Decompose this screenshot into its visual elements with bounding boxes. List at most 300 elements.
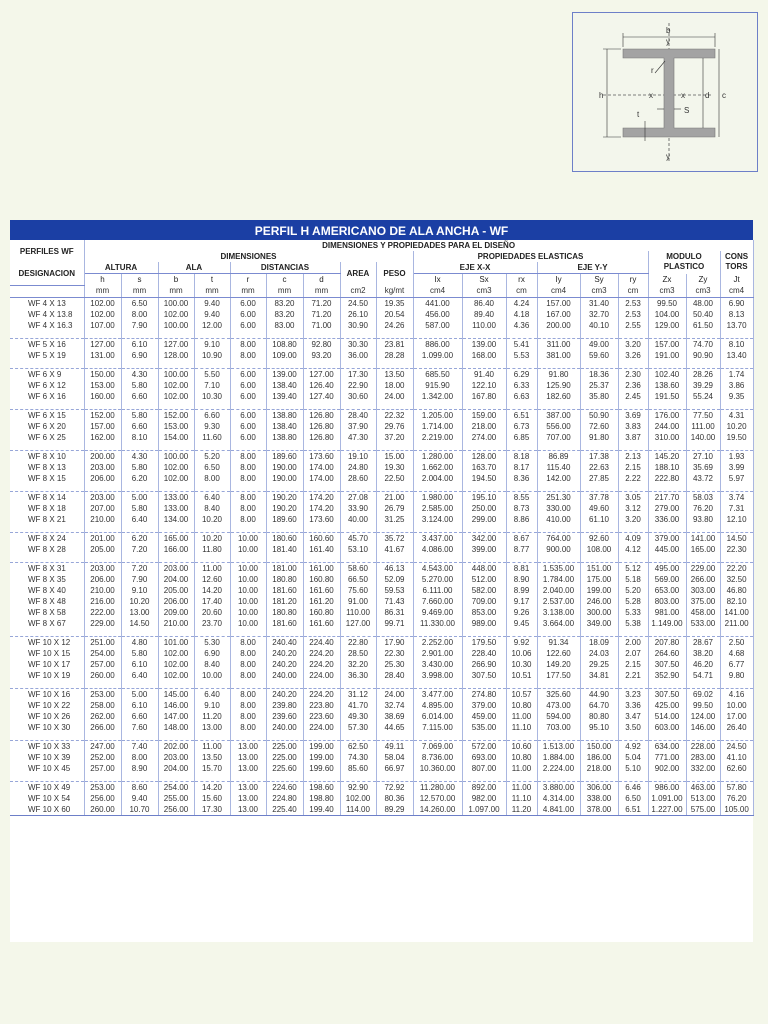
gap-cell (580, 525, 618, 533)
value-cell: 6.90 (121, 350, 158, 361)
value-cell: 2.53 (618, 309, 648, 320)
table-row (10, 781, 753, 793)
value-cell: 5.50 (194, 368, 230, 380)
value-cell: 3.50 (618, 722, 648, 733)
value-cell: 62.50 (340, 740, 376, 752)
value-cell: 250.00 (462, 503, 506, 514)
value-cell: 154.00 (158, 432, 194, 443)
value-cell: 459.00 (462, 711, 506, 722)
gap-cell (10, 681, 84, 689)
value-cell: 764.00 (537, 532, 580, 544)
gap-cell (84, 555, 121, 563)
value-cell: 4.895.00 (413, 700, 462, 711)
value-cell: 71.20 (303, 297, 340, 309)
value-cell: 11.00 (506, 763, 537, 774)
designation-cell: WF 10 X 30 (10, 722, 84, 733)
table-row (10, 711, 753, 722)
gap-cell (580, 733, 618, 741)
gap-cell (618, 733, 648, 741)
value-cell: 381.00 (537, 350, 580, 361)
gap-cell (580, 484, 618, 492)
value-cell: 445.00 (648, 544, 686, 555)
gap-cell (413, 555, 462, 563)
distancias-header: DISTANCIAS (230, 262, 340, 274)
value-cell: 8.00 (230, 491, 266, 503)
gap-cell (618, 629, 648, 637)
value-cell: 224.40 (303, 636, 340, 648)
gap-cell (376, 555, 413, 563)
value-cell: 204.00 (158, 763, 194, 774)
value-cell: 37.78 (580, 491, 618, 503)
gap-cell (194, 443, 230, 451)
symbol-cell: Jt (720, 274, 753, 286)
gap-cell (413, 774, 462, 782)
value-cell: 47.30 (340, 432, 376, 443)
gap-cell (10, 733, 84, 741)
value-cell: 7.115.00 (413, 722, 462, 733)
value-cell: 80.36 (376, 793, 413, 804)
value-cell: 239.60 (266, 711, 303, 722)
gap-cell (230, 525, 266, 533)
value-cell: 179.50 (462, 636, 506, 648)
area-header: AREA (340, 262, 376, 285)
value-cell: 352.90 (648, 670, 686, 681)
value-cell: 210.00 (84, 585, 121, 596)
gap-cell (720, 484, 753, 492)
value-cell: 31.25 (376, 514, 413, 525)
value-cell: 387.00 (537, 409, 580, 421)
value-cell: 59.53 (376, 585, 413, 596)
value-cell: 7.660.00 (413, 596, 462, 607)
value-cell: 14.50 (720, 532, 753, 544)
value-cell: 127.40 (303, 391, 340, 402)
gap-cell (580, 555, 618, 563)
value-cell: 575.00 (686, 804, 720, 816)
value-cell: 2.21 (618, 670, 648, 681)
value-cell: 41.70 (340, 700, 376, 711)
value-cell: 2.219.00 (413, 432, 462, 443)
unit-cell: cm2 (340, 285, 376, 297)
gap-cell (84, 361, 121, 369)
value-cell: 260.00 (84, 804, 121, 816)
value-cell: 44.65 (376, 722, 413, 733)
gap-cell (462, 443, 506, 451)
value-cell: 6.00 (230, 368, 266, 380)
value-cell: 254.00 (84, 648, 121, 659)
value-cell: 13.00 (230, 804, 266, 816)
value-cell: 3.05 (618, 491, 648, 503)
value-cell: 75.60 (340, 585, 376, 596)
value-cell: 7.069.00 (413, 740, 462, 752)
value-cell: 10.90 (194, 350, 230, 361)
value-cell: 8.00 (194, 473, 230, 484)
gap-cell (340, 331, 376, 339)
value-cell: 93.20 (303, 350, 340, 361)
value-cell: 10.00 (230, 618, 266, 629)
value-cell: 216.00 (84, 596, 121, 607)
value-cell: 9.40 (194, 309, 230, 320)
value-cell: 8.86 (506, 514, 537, 525)
unit-cell: cm4 (413, 285, 462, 297)
value-cell: 9.17 (506, 596, 537, 607)
table-row (10, 432, 753, 443)
value-cell: 32.50 (720, 574, 753, 585)
value-cell: 28.40 (376, 670, 413, 681)
value-cell: 1.205.00 (413, 409, 462, 421)
gap-cell (194, 331, 230, 339)
value-cell: 49.60 (580, 503, 618, 514)
value-cell: 2.224.00 (537, 763, 580, 774)
gap-cell (376, 629, 413, 637)
value-cell: 157.00 (84, 421, 121, 432)
gap-cell (376, 525, 413, 533)
value-cell: 166.00 (158, 544, 194, 555)
value-cell: 6.00 (230, 380, 266, 391)
value-cell: 83.20 (266, 297, 303, 309)
group-gap (10, 774, 753, 782)
value-cell: 175.00 (580, 574, 618, 585)
designation-cell: WF 4 X 16.3 (10, 320, 84, 331)
gap-cell (303, 733, 340, 741)
table-row (10, 596, 753, 607)
gap-cell (537, 402, 580, 410)
gap-cell (686, 402, 720, 410)
group-gap (10, 681, 753, 689)
gap-cell (648, 774, 686, 782)
designation-cell: WF 8 X 21 (10, 514, 84, 525)
wf-profile-table-sheet (10, 220, 753, 942)
value-cell: 177.50 (537, 670, 580, 681)
value-cell: 224.60 (266, 781, 303, 793)
value-cell: 228.00 (686, 740, 720, 752)
value-cell: 709.00 (462, 596, 506, 607)
symbol-cell: h (84, 274, 121, 286)
gap-cell (340, 402, 376, 410)
gap-cell (686, 525, 720, 533)
value-cell: 203.00 (84, 462, 121, 473)
value-cell: 167.80 (462, 391, 506, 402)
value-cell: 198.80 (303, 793, 340, 804)
value-cell: 126.40 (303, 380, 340, 391)
value-cell: 139.00 (462, 338, 506, 350)
value-cell: 10.57 (506, 688, 537, 700)
gap-cell (413, 443, 462, 451)
value-cell: 569.00 (648, 574, 686, 585)
gap-cell (506, 555, 537, 563)
prop-elasticas-header: PROPIEDADES ELASTICAS (413, 251, 648, 262)
value-cell: 6.00 (230, 409, 266, 421)
value-cell: 274.00 (462, 432, 506, 443)
value-cell: 17.38 (580, 450, 618, 462)
value-cell: 74.70 (686, 338, 720, 350)
value-cell: 11.00 (194, 562, 230, 574)
unit-cell: mm (84, 285, 121, 297)
group-gap (10, 555, 753, 563)
value-cell: 43.72 (686, 473, 720, 484)
value-cell: 6.33 (506, 380, 537, 391)
value-cell: 28.67 (686, 636, 720, 648)
gap-cell (413, 681, 462, 689)
value-cell: 201.00 (84, 532, 121, 544)
table-row (10, 763, 753, 774)
gap-cell (158, 629, 194, 637)
gap-cell (686, 555, 720, 563)
gap-cell (230, 555, 266, 563)
gap-cell (720, 555, 753, 563)
label-c: c (722, 91, 726, 100)
value-cell: 92.80 (303, 338, 340, 350)
value-cell: 76.20 (686, 503, 720, 514)
value-cell: 162.00 (84, 432, 121, 443)
value-cell: 410.00 (537, 514, 580, 525)
value-cell: 10.00 (230, 532, 266, 544)
table-row (10, 338, 753, 350)
value-cell: 102.40 (648, 368, 686, 380)
value-cell: 138.80 (266, 409, 303, 421)
value-cell: 4.24 (506, 297, 537, 309)
value-cell: 19.10 (340, 450, 376, 462)
value-cell: 3.20 (618, 514, 648, 525)
value-cell: 6.60 (121, 711, 158, 722)
gap-cell (266, 629, 303, 637)
gap-cell (462, 484, 506, 492)
value-cell: 22.50 (376, 473, 413, 484)
value-cell: 86.40 (462, 297, 506, 309)
value-cell: 40.00 (340, 514, 376, 525)
value-cell: 5.80 (121, 648, 158, 659)
value-cell: 11.00 (506, 711, 537, 722)
value-cell: 161.40 (303, 544, 340, 555)
value-cell: 145.20 (648, 450, 686, 462)
value-cell: 31.12 (340, 688, 376, 700)
value-cell: 102.00 (158, 648, 194, 659)
value-cell: 153.00 (84, 380, 121, 391)
value-cell: 6.20 (121, 473, 158, 484)
unit-cell: mm (266, 285, 303, 297)
gap-cell (10, 774, 84, 782)
value-cell: 902.00 (648, 763, 686, 774)
value-cell: 207.80 (648, 636, 686, 648)
designation-cell: WF 8 X 48 (10, 596, 84, 607)
symbol-cell: r (230, 274, 266, 286)
value-cell: 59.60 (580, 350, 618, 361)
value-cell: 141.00 (720, 607, 753, 618)
value-cell: 11.20 (194, 711, 230, 722)
value-cell: 533.00 (686, 618, 720, 629)
value-cell: 108.00 (580, 544, 618, 555)
value-cell: 4.09 (618, 532, 648, 544)
value-cell: 181.20 (266, 596, 303, 607)
value-cell: 153.00 (158, 421, 194, 432)
gap-cell (462, 361, 506, 369)
value-cell: 225.60 (266, 763, 303, 774)
gap-cell (266, 361, 303, 369)
value-cell: 46.80 (720, 585, 753, 596)
unit-cell: cm4 (720, 285, 753, 297)
gap-cell (580, 331, 618, 339)
value-cell: 311.00 (537, 338, 580, 350)
value-cell: 229.00 (84, 618, 121, 629)
table-row (10, 752, 753, 763)
value-cell: 8.736.00 (413, 752, 462, 763)
gap-cell (340, 443, 376, 451)
value-cell: 3.998.00 (413, 670, 462, 681)
value-cell: 91.34 (537, 636, 580, 648)
value-cell: 8.00 (230, 711, 266, 722)
unit-cell: cm3 (580, 285, 618, 297)
unit-cell: mm (230, 285, 266, 297)
designation-cell: WF 10 X 19 (10, 670, 84, 681)
gap-cell (266, 402, 303, 410)
value-cell: 5.80 (121, 503, 158, 514)
designation-cell: WF 10 X 33 (10, 740, 84, 752)
symbol-cell: b (158, 274, 194, 286)
value-cell: 209.00 (158, 607, 194, 618)
value-cell: 10.80 (506, 752, 537, 763)
gap-cell (537, 525, 580, 533)
gap-cell (10, 361, 84, 369)
value-cell: 91.00 (340, 596, 376, 607)
value-cell: 181.60 (266, 585, 303, 596)
unit-cell: cm (506, 285, 537, 297)
value-cell: 12.60 (194, 574, 230, 585)
value-cell: 6.90 (720, 297, 753, 309)
value-cell: 3.880.00 (537, 781, 580, 793)
unit-cell: kg/mt (376, 285, 413, 297)
eje-x-header: EJE X-X (413, 262, 537, 274)
gap-cell (648, 402, 686, 410)
group-gap (10, 629, 753, 637)
value-cell: 4.12 (618, 544, 648, 555)
gap-cell (303, 525, 340, 533)
value-cell: 161.60 (303, 585, 340, 596)
gap-cell (230, 484, 266, 492)
value-cell: 20.54 (376, 309, 413, 320)
value-cell: 3.124.00 (413, 514, 462, 525)
value-cell: 35.69 (686, 462, 720, 473)
value-cell: 251.30 (537, 491, 580, 503)
value-cell: 206.00 (158, 596, 194, 607)
value-cell: 349.00 (580, 618, 618, 629)
gap-cell (194, 681, 230, 689)
value-cell: 74.30 (340, 752, 376, 763)
value-cell: 2.252.00 (413, 636, 462, 648)
gap-cell (340, 361, 376, 369)
value-cell: 190.00 (266, 473, 303, 484)
value-cell: 8.00 (230, 473, 266, 484)
value-cell: 139.40 (266, 391, 303, 402)
gap-cell (121, 361, 158, 369)
value-cell: 189.60 (266, 450, 303, 462)
value-cell: 6.50 (618, 793, 648, 804)
value-cell: 2.50 (720, 636, 753, 648)
symbol-cell: Zx (648, 274, 686, 286)
value-cell: 218.00 (462, 421, 506, 432)
value-cell: 22.80 (340, 636, 376, 648)
h-beam-diagram (573, 13, 757, 171)
gap-cell (376, 733, 413, 741)
value-cell: 13.70 (720, 320, 753, 331)
gap-cell (506, 331, 537, 339)
gap-cell (340, 629, 376, 637)
table-row (10, 473, 753, 484)
gap-cell (506, 629, 537, 637)
value-cell: 2.36 (618, 380, 648, 391)
designation-cell: WF 8 X 35 (10, 574, 84, 585)
gap-cell (230, 681, 266, 689)
value-cell: 6.014.00 (413, 711, 462, 722)
table-row (10, 491, 753, 503)
value-cell: 206.00 (84, 574, 121, 585)
value-cell: 299.00 (462, 514, 506, 525)
group-gap (10, 525, 753, 533)
value-cell: 7.20 (121, 544, 158, 555)
unit-cell: mm (194, 285, 230, 297)
value-cell: 180.80 (266, 574, 303, 585)
gap-cell (84, 402, 121, 410)
value-cell: 126.80 (303, 432, 340, 443)
gap-cell (648, 525, 686, 533)
value-cell: 2.55 (618, 320, 648, 331)
value-cell: 7.60 (121, 722, 158, 733)
gap-cell (720, 774, 753, 782)
gap-cell (618, 402, 648, 410)
value-cell: 160.80 (303, 607, 340, 618)
gap-cell (121, 402, 158, 410)
value-cell: 10.00 (230, 607, 266, 618)
wf-profile-table (10, 240, 754, 816)
designation-cell: WF 4 X 13.8 (10, 309, 84, 320)
value-cell: 122.60 (537, 648, 580, 659)
value-cell: 6.60 (194, 409, 230, 421)
value-cell: 3.437.00 (413, 532, 462, 544)
value-cell: 160.60 (303, 532, 340, 544)
value-cell: 36.00 (340, 350, 376, 361)
value-cell: 182.60 (537, 391, 580, 402)
value-cell: 4.841.00 (537, 804, 580, 816)
value-cell: 145.00 (158, 688, 194, 700)
value-cell: 19.35 (376, 297, 413, 309)
value-cell: 495.00 (648, 562, 686, 574)
label-t: t (637, 110, 640, 119)
gap-cell (618, 361, 648, 369)
value-cell: 6.40 (194, 688, 230, 700)
value-cell: 100.00 (158, 450, 194, 462)
value-cell: 206.00 (84, 473, 121, 484)
value-cell: 157.00 (537, 297, 580, 309)
value-cell: 13.00 (230, 793, 266, 804)
table-row (10, 450, 753, 462)
value-cell: 13.00 (121, 607, 158, 618)
value-cell: 4.80 (121, 636, 158, 648)
value-cell: 11.280.00 (413, 781, 462, 793)
value-cell: 853.00 (462, 607, 506, 618)
gap-cell (580, 361, 618, 369)
value-cell: 3.87 (618, 432, 648, 443)
value-cell: 32.74 (376, 700, 413, 711)
value-cell: 173.60 (303, 514, 340, 525)
value-cell: 5.18 (618, 574, 648, 585)
value-cell: 100.00 (158, 297, 194, 309)
gap-cell (720, 443, 753, 451)
perfiles-header: PERFILES WF (10, 240, 84, 262)
value-cell: 2.901.00 (413, 648, 462, 659)
value-cell: 138.40 (266, 421, 303, 432)
designation-cell: WF 8 X 31 (10, 562, 84, 574)
value-cell: 240.20 (266, 648, 303, 659)
gap-cell (266, 525, 303, 533)
value-cell: 22.30 (376, 648, 413, 659)
